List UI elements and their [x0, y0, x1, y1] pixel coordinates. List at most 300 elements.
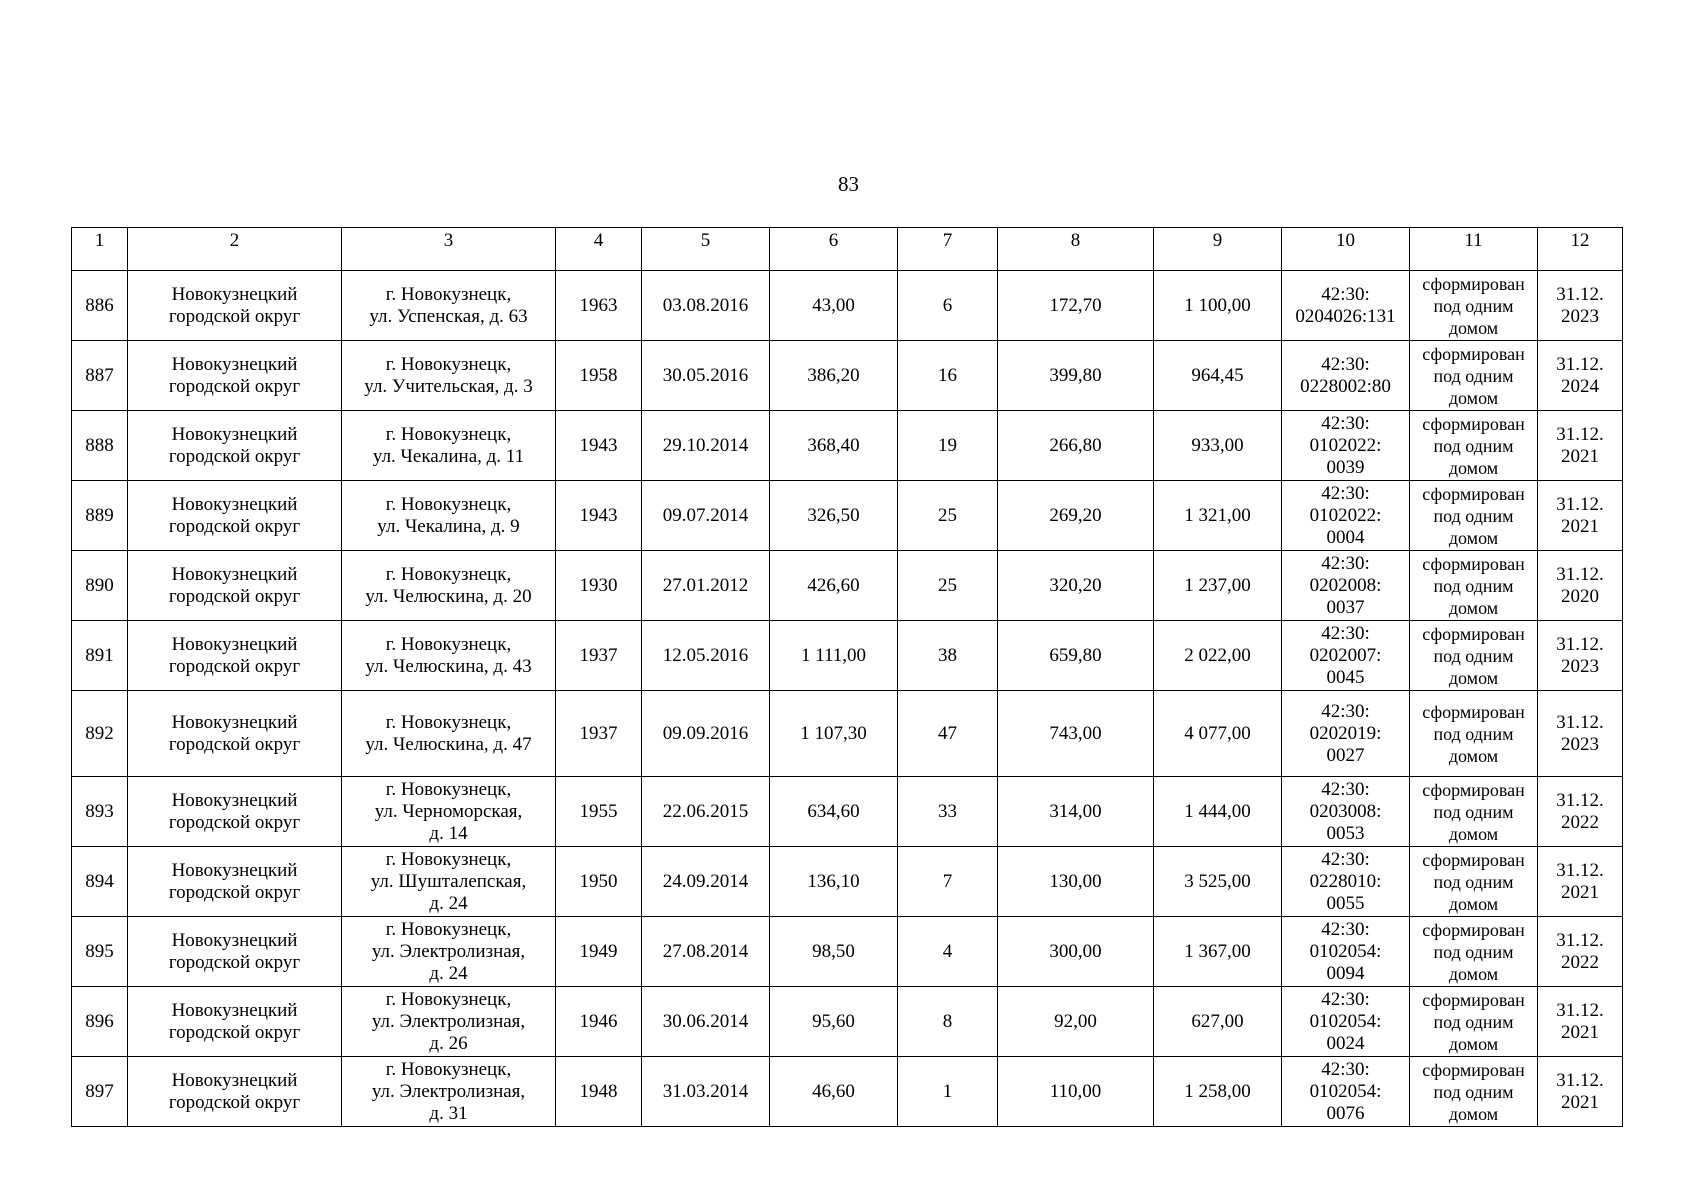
address-cell: [342, 917, 556, 987]
cell-line: городской округ: [168, 515, 301, 537]
cell-line: г. Новокузнецк,: [385, 423, 512, 445]
cell-line: сформирован: [1422, 701, 1525, 722]
recognition-date-cell: 27.01.2012: [642, 551, 770, 621]
recognition-date-cell: 12.05.2016: [642, 621, 770, 691]
column-6-cell: 634,60: [770, 777, 898, 847]
cell-line: 42:30:: [1321, 918, 1370, 940]
cell-line: 0102054:: [1309, 1010, 1382, 1032]
cell-line: сформирован: [1422, 1059, 1525, 1080]
cell-line: 0053: [1326, 822, 1365, 844]
cell-line: под одним: [1433, 435, 1514, 456]
page-number: 83: [838, 172, 859, 196]
table-row: [72, 691, 1623, 777]
column-7-cell: 8: [898, 987, 998, 1057]
address-cell: [342, 271, 556, 341]
cell-line: ул. Шушталепская,: [370, 870, 527, 892]
cell-line: 31.12.: [1556, 999, 1604, 1021]
row-number-cell: 896: [72, 987, 128, 1057]
cell-line: домом: [1448, 457, 1499, 478]
cell-line: домом: [1448, 1103, 1499, 1124]
cell-line: 2022: [1561, 811, 1599, 833]
resettlement-deadline-cell: [1538, 691, 1623, 777]
land-status-cell: [1410, 777, 1538, 847]
column-8-cell: 130,00: [998, 847, 1154, 917]
cell-line: домом: [1448, 597, 1499, 618]
cell-line: д. 14: [429, 822, 468, 844]
build-year-cell: 1958: [556, 341, 642, 411]
cell-line: под одним: [1433, 723, 1514, 744]
column-9-cell: 1 321,00: [1154, 481, 1282, 551]
column-9-cell: 2 022,00: [1154, 621, 1282, 691]
municipality-cell: [128, 1057, 342, 1127]
cell-line: Новокузнецкий: [171, 929, 298, 951]
municipality-cell: [128, 917, 342, 987]
cell-line: 0024: [1326, 1032, 1365, 1054]
column-7-cell: 38: [898, 621, 998, 691]
cell-line: под одним: [1433, 645, 1514, 666]
cell-line: ул. Челюскина, д. 47: [365, 733, 532, 755]
cell-line: 0027: [1326, 744, 1365, 766]
column-8-cell: 172,70: [998, 271, 1154, 341]
cell-line: Новокузнецкий: [171, 859, 298, 881]
cell-line: 0202019:: [1309, 722, 1382, 744]
cell-line: 42:30:: [1321, 848, 1370, 870]
land-status-cell: [1410, 1057, 1538, 1127]
column-8-cell: 300,00: [998, 917, 1154, 987]
cell-line: д. 24: [429, 962, 468, 984]
row-number-cell: 886: [72, 271, 128, 341]
column-9-cell: 1 237,00: [1154, 551, 1282, 621]
column-header-1: 1: [72, 228, 128, 271]
cell-line: д. 24: [429, 892, 468, 914]
column-7-cell: 47: [898, 691, 998, 777]
cell-line: 0076: [1326, 1102, 1365, 1124]
municipality-cell: [128, 847, 342, 917]
column-header-7: 7: [898, 228, 998, 271]
cell-line: домом: [1448, 667, 1499, 688]
cell-line: 0102054:: [1309, 940, 1382, 962]
build-year-cell: 1946: [556, 987, 642, 1057]
cell-line: Новокузнецкий: [171, 633, 298, 655]
cell-line: д. 26: [429, 1032, 468, 1054]
cadastral-number-cell: [1282, 691, 1410, 777]
cell-line: г. Новокузнецк,: [385, 283, 512, 305]
cell-line: ул. Электролизная,: [371, 1010, 526, 1032]
municipality-cell: [128, 777, 342, 847]
resettlement-deadline-cell: [1538, 847, 1623, 917]
row-number-cell: 887: [72, 341, 128, 411]
column-9-cell: 933,00: [1154, 411, 1282, 481]
cell-line: г. Новокузнецк,: [385, 848, 512, 870]
land-status-cell: [1410, 691, 1538, 777]
cell-line: домом: [1448, 963, 1499, 984]
cell-line: ул. Черноморская,: [374, 800, 523, 822]
column-7-cell: 19: [898, 411, 998, 481]
cadastral-number-cell: [1282, 621, 1410, 691]
cell-line: 2021: [1561, 1021, 1599, 1043]
cell-line: 0055: [1326, 892, 1365, 914]
table-row: [72, 341, 1623, 411]
row-number-cell: 890: [72, 551, 128, 621]
address-cell: [342, 987, 556, 1057]
build-year-cell: 1937: [556, 621, 642, 691]
cell-line: 2021: [1561, 1091, 1599, 1113]
cell-line: городской округ: [168, 881, 301, 903]
cell-line: ул. Электролизная,: [371, 940, 526, 962]
cell-line: под одним: [1433, 1081, 1514, 1102]
cell-line: 42:30:: [1321, 622, 1370, 644]
municipality-cell: [128, 341, 342, 411]
column-header-8: 8: [998, 228, 1154, 271]
row-number-cell: 894: [72, 847, 128, 917]
build-year-cell: 1963: [556, 271, 642, 341]
land-status-cell: [1410, 987, 1538, 1057]
cell-line: 31.12.: [1556, 929, 1604, 951]
cell-line: 0004: [1326, 526, 1365, 548]
cell-line: г. Новокузнецк,: [385, 918, 512, 940]
resettlement-deadline-cell: [1538, 987, 1623, 1057]
header-row: [72, 228, 1623, 271]
cell-line: 31.12.: [1556, 1069, 1604, 1091]
cell-line: сформирован: [1422, 989, 1525, 1010]
cell-line: Новокузнецкий: [171, 493, 298, 515]
build-year-cell: 1948: [556, 1057, 642, 1127]
cell-line: под одним: [1433, 295, 1514, 316]
cell-line: Новокузнецкий: [171, 1069, 298, 1091]
resettlement-deadline-cell: [1538, 551, 1623, 621]
cell-line: сформирован: [1422, 919, 1525, 940]
cell-line: 0228002:80: [1300, 375, 1391, 397]
row-number-cell: 892: [72, 691, 128, 777]
cell-line: 31.12.: [1556, 859, 1604, 881]
column-header-11: 11: [1410, 228, 1538, 271]
cell-line: городской округ: [168, 1091, 301, 1113]
table-row: [72, 621, 1623, 691]
municipality-cell: [128, 691, 342, 777]
cell-line: 31.12.: [1556, 711, 1604, 733]
column-8-cell: 314,00: [998, 777, 1154, 847]
row-number-cell: 897: [72, 1057, 128, 1127]
build-year-cell: 1950: [556, 847, 642, 917]
cell-line: 31.12.: [1556, 423, 1604, 445]
table-row: [72, 551, 1623, 621]
cell-line: ул. Челюскина, д. 43: [365, 655, 532, 677]
cell-line: сформирован: [1422, 413, 1525, 434]
cell-line: 0045: [1326, 666, 1365, 688]
build-year-cell: 1943: [556, 411, 642, 481]
column-8-cell: 269,20: [998, 481, 1154, 551]
column-8-cell: 320,20: [998, 551, 1154, 621]
column-7-cell: 25: [898, 551, 998, 621]
cell-line: городской округ: [168, 951, 301, 973]
recognition-date-cell: 29.10.2014: [642, 411, 770, 481]
cell-line: д. 31: [429, 1102, 468, 1124]
cell-line: под одним: [1433, 1011, 1514, 1032]
recognition-date-cell: 09.09.2016: [642, 691, 770, 777]
cell-line: 42:30:: [1321, 283, 1370, 305]
cell-line: 42:30:: [1321, 412, 1370, 434]
column-6-cell: 43,00: [770, 271, 898, 341]
cell-line: городской округ: [168, 305, 301, 327]
cadastral-number-cell: [1282, 777, 1410, 847]
cell-line: под одним: [1433, 941, 1514, 962]
column-7-cell: 4: [898, 917, 998, 987]
column-7-cell: 6: [898, 271, 998, 341]
column-9-cell: 627,00: [1154, 987, 1282, 1057]
column-9-cell: 1 100,00: [1154, 271, 1282, 341]
cell-line: ул. Успенская, д. 63: [369, 305, 528, 327]
municipality-cell: [128, 987, 342, 1057]
build-year-cell: 1955: [556, 777, 642, 847]
cell-line: сформирован: [1422, 273, 1525, 294]
cell-line: 42:30:: [1321, 778, 1370, 800]
cell-line: 0094: [1326, 962, 1365, 984]
address-cell: [342, 777, 556, 847]
cell-line: 2023: [1561, 733, 1599, 755]
column-6-cell: 46,60: [770, 1057, 898, 1127]
land-status-cell: [1410, 551, 1538, 621]
column-9-cell: 4 077,00: [1154, 691, 1282, 777]
cell-line: сформирован: [1422, 779, 1525, 800]
column-8-cell: 92,00: [998, 987, 1154, 1057]
recognition-date-cell: 30.06.2014: [642, 987, 770, 1057]
resettlement-deadline-cell: [1538, 917, 1623, 987]
cadastral-number-cell: [1282, 271, 1410, 341]
cell-line: 31.12.: [1556, 493, 1604, 515]
column-header-3: 3: [342, 228, 556, 271]
cell-line: под одним: [1433, 801, 1514, 822]
housing-register-table: [71, 227, 1623, 1127]
cell-line: под одним: [1433, 871, 1514, 892]
cell-line: Новокузнецкий: [171, 999, 298, 1021]
cell-line: 0203008:: [1309, 800, 1382, 822]
land-status-cell: [1410, 271, 1538, 341]
column-6-cell: 326,50: [770, 481, 898, 551]
cell-line: 42:30:: [1321, 1058, 1370, 1080]
land-status-cell: [1410, 621, 1538, 691]
cell-line: 2021: [1561, 445, 1599, 467]
cell-line: 0202007:: [1309, 644, 1382, 666]
build-year-cell: 1937: [556, 691, 642, 777]
row-number-cell: 888: [72, 411, 128, 481]
recognition-date-cell: 31.03.2014: [642, 1057, 770, 1127]
cell-line: ул. Учительская, д. 3: [364, 375, 533, 397]
column-header-10: 10: [1282, 228, 1410, 271]
cell-line: домом: [1448, 387, 1499, 408]
resettlement-deadline-cell: [1538, 777, 1623, 847]
row-number-cell: 889: [72, 481, 128, 551]
address-cell: [342, 621, 556, 691]
address-cell: [342, 847, 556, 917]
cell-line: 2023: [1561, 305, 1599, 327]
cell-line: 42:30:: [1321, 552, 1370, 574]
cell-line: домом: [1448, 317, 1499, 338]
column-6-cell: 386,20: [770, 341, 898, 411]
cell-line: 0102054:: [1309, 1080, 1382, 1102]
column-9-cell: 1 367,00: [1154, 917, 1282, 987]
build-year-cell: 1949: [556, 917, 642, 987]
municipality-cell: [128, 481, 342, 551]
table-row: [72, 777, 1623, 847]
column-9-cell: 964,45: [1154, 341, 1282, 411]
recognition-date-cell: 03.08.2016: [642, 271, 770, 341]
address-cell: [342, 1057, 556, 1127]
cell-line: г. Новокузнецк,: [385, 778, 512, 800]
resettlement-deadline-cell: [1538, 621, 1623, 691]
column-header-5: 5: [642, 228, 770, 271]
cell-line: Новокузнецкий: [171, 711, 298, 733]
municipality-cell: [128, 271, 342, 341]
cell-line: домом: [1448, 893, 1499, 914]
cell-line: 0037: [1326, 596, 1365, 618]
cell-line: Новокузнецкий: [171, 789, 298, 811]
recognition-date-cell: 30.05.2016: [642, 341, 770, 411]
cell-line: 42:30:: [1321, 482, 1370, 504]
address-cell: [342, 341, 556, 411]
cell-line: Новокузнецкий: [171, 423, 298, 445]
resettlement-deadline-cell: [1538, 411, 1623, 481]
address-cell: [342, 691, 556, 777]
cell-line: 42:30:: [1321, 353, 1370, 375]
cadastral-number-cell: [1282, 987, 1410, 1057]
cadastral-number-cell: [1282, 917, 1410, 987]
cell-line: под одним: [1433, 505, 1514, 526]
table-row: [72, 271, 1623, 341]
cadastral-number-cell: [1282, 341, 1410, 411]
column-8-cell: 743,00: [998, 691, 1154, 777]
cell-line: городской округ: [168, 733, 301, 755]
cell-line: 0228010:: [1309, 870, 1382, 892]
cell-line: под одним: [1433, 575, 1514, 596]
cell-line: г. Новокузнецк,: [385, 563, 512, 585]
column-8-cell: 110,00: [998, 1057, 1154, 1127]
column-8-cell: 399,80: [998, 341, 1154, 411]
table-row: [72, 411, 1623, 481]
cell-line: г. Новокузнецк,: [385, 353, 512, 375]
cadastral-number-cell: [1282, 481, 1410, 551]
column-header-6: 6: [770, 228, 898, 271]
cell-line: 2024: [1561, 375, 1599, 397]
cell-line: сформирован: [1422, 623, 1525, 644]
recognition-date-cell: 09.07.2014: [642, 481, 770, 551]
cell-line: 2022: [1561, 951, 1599, 973]
land-status-cell: [1410, 341, 1538, 411]
column-6-cell: 1 111,00: [770, 621, 898, 691]
cell-line: г. Новокузнецк,: [385, 493, 512, 515]
table-row: [72, 481, 1623, 551]
cell-line: ул. Чекалина, д. 9: [377, 515, 520, 537]
cell-line: 0039: [1326, 456, 1365, 478]
column-header-2: 2: [128, 228, 342, 271]
cell-line: г. Новокузнецк,: [385, 633, 512, 655]
cell-line: сформирован: [1422, 849, 1525, 870]
resettlement-deadline-cell: [1538, 271, 1623, 341]
cell-line: 2021: [1561, 881, 1599, 903]
column-6-cell: 95,60: [770, 987, 898, 1057]
row-number-cell: 893: [72, 777, 128, 847]
municipality-cell: [128, 411, 342, 481]
column-7-cell: 1: [898, 1057, 998, 1127]
column-6-cell: 136,10: [770, 847, 898, 917]
column-header-12: 12: [1538, 228, 1623, 271]
cell-line: 31.12.: [1556, 633, 1604, 655]
municipality-cell: [128, 551, 342, 621]
table-row: [72, 917, 1623, 987]
resettlement-deadline-cell: [1538, 1057, 1623, 1127]
cell-line: домом: [1448, 823, 1499, 844]
cell-line: 0102022:: [1309, 434, 1382, 456]
land-status-cell: [1410, 481, 1538, 551]
cell-line: городской округ: [168, 375, 301, 397]
cell-line: городской округ: [168, 1021, 301, 1043]
column-header-9: 9: [1154, 228, 1282, 271]
cadastral-number-cell: [1282, 551, 1410, 621]
cell-line: городской округ: [168, 445, 301, 467]
table-body: [72, 271, 1623, 1127]
cadastral-number-cell: [1282, 411, 1410, 481]
land-status-cell: [1410, 411, 1538, 481]
column-7-cell: 7: [898, 847, 998, 917]
column-7-cell: 25: [898, 481, 998, 551]
cell-line: 0102022:: [1309, 504, 1382, 526]
municipality-cell: [128, 621, 342, 691]
address-cell: [342, 551, 556, 621]
resettlement-deadline-cell: [1538, 341, 1623, 411]
cell-line: 31.12.: [1556, 789, 1604, 811]
build-year-cell: 1930: [556, 551, 642, 621]
column-7-cell: 16: [898, 341, 998, 411]
cell-line: сформирован: [1422, 553, 1525, 574]
land-status-cell: [1410, 917, 1538, 987]
table-header: [72, 228, 1623, 271]
cell-line: 42:30:: [1321, 700, 1370, 722]
cell-line: 42:30:: [1321, 988, 1370, 1010]
cell-line: Новокузнецкий: [171, 283, 298, 305]
address-cell: [342, 481, 556, 551]
recognition-date-cell: 22.06.2015: [642, 777, 770, 847]
cell-line: г. Новокузнецк,: [385, 988, 512, 1010]
cell-line: городской округ: [168, 655, 301, 677]
cell-line: ул. Электролизная,: [371, 1080, 526, 1102]
build-year-cell: 1943: [556, 481, 642, 551]
cell-line: сформирован: [1422, 343, 1525, 364]
cell-line: г. Новокузнецк,: [385, 1058, 512, 1080]
column-6-cell: 98,50: [770, 917, 898, 987]
column-8-cell: 659,80: [998, 621, 1154, 691]
cell-line: 0202008:: [1309, 574, 1382, 596]
cell-line: 31.12.: [1556, 563, 1604, 585]
recognition-date-cell: 24.09.2014: [642, 847, 770, 917]
column-6-cell: 426,60: [770, 551, 898, 621]
cell-line: ул. Чекалина, д. 11: [372, 445, 525, 467]
cell-line: городской округ: [168, 811, 301, 833]
cadastral-number-cell: [1282, 847, 1410, 917]
land-status-cell: [1410, 847, 1538, 917]
cell-line: домом: [1448, 1033, 1499, 1054]
address-cell: [342, 411, 556, 481]
table-row: [72, 987, 1623, 1057]
cell-line: Новокузнецкий: [171, 563, 298, 585]
cell-line: сформирован: [1422, 483, 1525, 504]
column-9-cell: 1 258,00: [1154, 1057, 1282, 1127]
column-7-cell: 33: [898, 777, 998, 847]
cell-line: г. Новокузнецк,: [385, 711, 512, 733]
cell-line: 2023: [1561, 655, 1599, 677]
column-9-cell: 1 444,00: [1154, 777, 1282, 847]
row-number-cell: 895: [72, 917, 128, 987]
cell-line: 2020: [1561, 585, 1599, 607]
resettlement-deadline-cell: [1538, 481, 1623, 551]
